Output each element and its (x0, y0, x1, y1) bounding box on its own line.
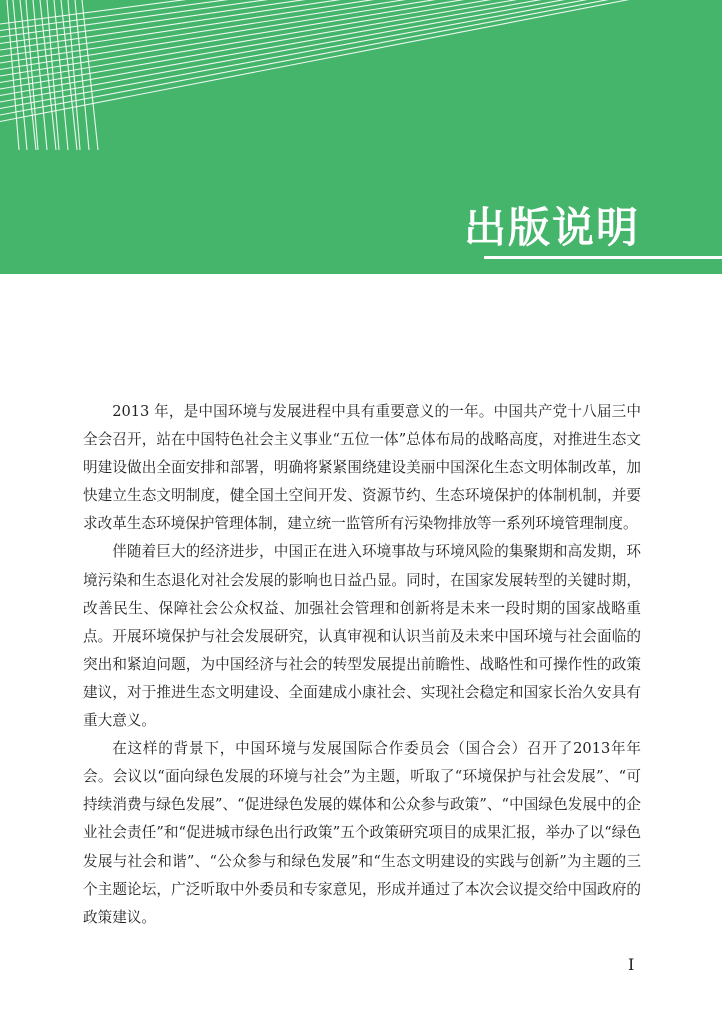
paragraph-1: 2013 年，是中国环境与发展进程中具有重要意义的一年。中国共产党十八届三中全会召开，站在中国特色社会主义事业“五位一体”总体布局的战略高度，对推进生态文明建设做出全面安排和部署，明确将紧紧围绕建设美丽中国深化生态文明体制改革，加快建立生态文明制度，健全国土空间开发、资源节约、生态环境保护的体制机制，并要求改革生态环境保护管理体制，建立统一监管所有污染物排放等一系列环境管理制度。 (83, 403, 641, 533)
diagonal-strand (0, 0, 722, 115)
title-underline (484, 256, 722, 259)
paragraph-2: 伴随着巨大的经济进步，中国正在进入环境事故与环境风险的集聚期和高发期，环境污染和生态退化对社会发展的影响也日益凸显。同时，在国家发展转型的关键时期，改善民生、保障社会公众权益、加强社会管理和创新将是未来一段时期的国家战略重点。开展环境保护与社会发展研究，认真审视和认识当前及未来中国环境与社会面临的突出和紧迫问题，为中国经济与社会的转型发展提出前瞻性、战略性和可操作性的政策建议，对于推进生态文明建设、全面建成小康社会、实现社会稳定和国家长治久安具有重大意义。 (83, 543, 641, 730)
vertical-strand (82, 0, 98, 150)
diagonal-strand (0, 0, 722, 122)
diagonal-strand (0, 0, 722, 50)
diagonal-strand (0, 0, 722, 89)
diagonal-strand (0, 0, 722, 96)
page-title: 出版说明 (463, 203, 640, 252)
vertical-strand (61, 0, 77, 150)
body-text (83, 398, 641, 932)
diagonal-strand (0, 0, 722, 31)
diagonal-strand (0, 0, 722, 70)
header-band (0, 0, 722, 274)
page-number: I (628, 955, 635, 974)
paragraph-3: 在这样的背景下，中国环境与发展国际合作委员会（国合会）召开了2013年年会。会议以“面向绿色发展的环境与社会”为主题，听取了“环境保护与社会发展”、“可持续消费与绿色发展”、“促进绿色发展的媒体和公众参与政策”、“中国绿色发展中的企业社会责任”和“促进城市绿色出行政策”五个政策研究项目的成果汇报，举办了以“绿色发展与社会和谐”、“公众参与和绿色发展”和“生态文明建设的实践与创新”为主题的三个主题论坛，广泛听取中外委员和专家意见，形成并通过了本次会议提交给中国政府的政策建议。 (83, 740, 641, 926)
